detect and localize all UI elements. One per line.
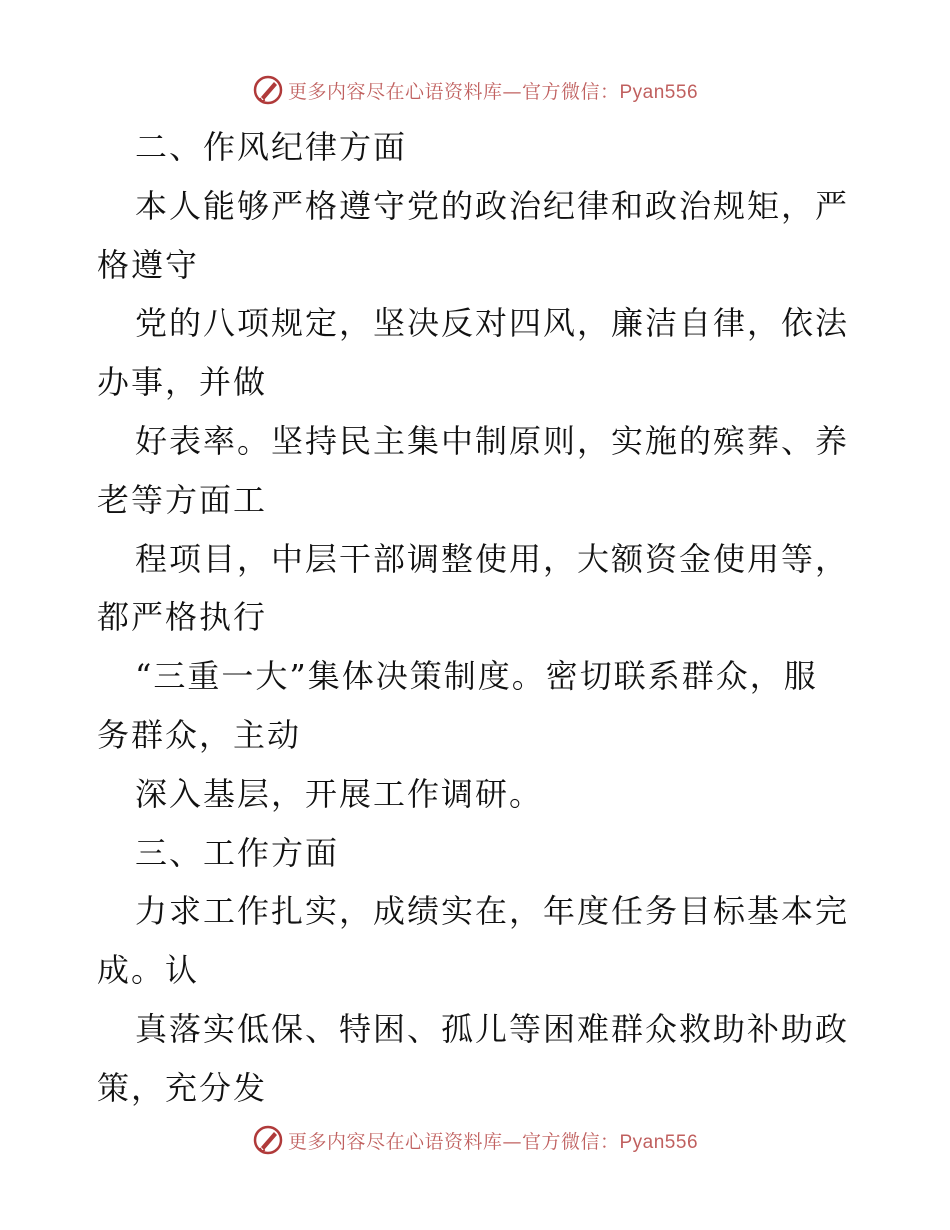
quill-pen-logo-icon <box>252 1124 284 1156</box>
watermark-contact-prefix: 官方微信： <box>521 80 620 103</box>
watermark-contact-prefix: 官方微信： <box>521 1130 620 1153</box>
text-line: 务群众，主动 <box>97 715 302 754</box>
text-line: 格遵守 <box>97 245 200 284</box>
section-heading: 二、作风纪律方面 <box>135 128 408 166</box>
watermark-contact-id: Pyan556 <box>619 1131 699 1153</box>
watermark-brand: 更多内容尽在心语资料库 <box>287 80 503 103</box>
footer-watermark <box>0 1120 950 1160</box>
text-line: 好表率。坚持民主集中制原则，实施的殡葬、养 <box>135 421 850 460</box>
section-heading: 三、工作方面 <box>135 833 340 872</box>
text-line: 党的八项规定，坚决反对四风，廉洁自律，依法 <box>135 304 850 343</box>
text-line: 真落实低保、特困、孤儿等困难群众救助补助政 <box>135 1009 850 1048</box>
text-line: “三重一大”集体决策制度。密切联系群众，服 <box>135 657 818 696</box>
quill-pen-logo-icon <box>252 74 284 106</box>
text-line: 办事，并做 <box>97 363 268 402</box>
watermark-contact-id: Pyan556 <box>619 81 699 103</box>
document-body <box>97 118 857 1118</box>
text-line: 老等方面工 <box>97 480 268 519</box>
text-line: 深入基层，开展工作调研。 <box>135 774 544 813</box>
header-watermark <box>0 70 950 110</box>
watermark-separator: — <box>502 1130 522 1153</box>
text-line: 程项目，中层干部调整使用，大额资金使用等， <box>135 539 850 578</box>
text-line: 力求工作扎实，成绩实在，年度任务目标基本完 <box>135 892 850 931</box>
watermark-brand: 更多内容尽在心语资料库 <box>287 1130 503 1153</box>
watermark-text <box>288 1127 698 1154</box>
text-line: 都严格执行 <box>97 598 268 637</box>
text-line: 策，充分发 <box>97 1068 268 1107</box>
watermark-text <box>288 77 698 104</box>
text-line: 成。认 <box>97 951 200 990</box>
watermark-separator: — <box>502 80 522 103</box>
text-line: 本人能够严格遵守党的政治纪律和政治规矩，严 <box>135 186 850 225</box>
